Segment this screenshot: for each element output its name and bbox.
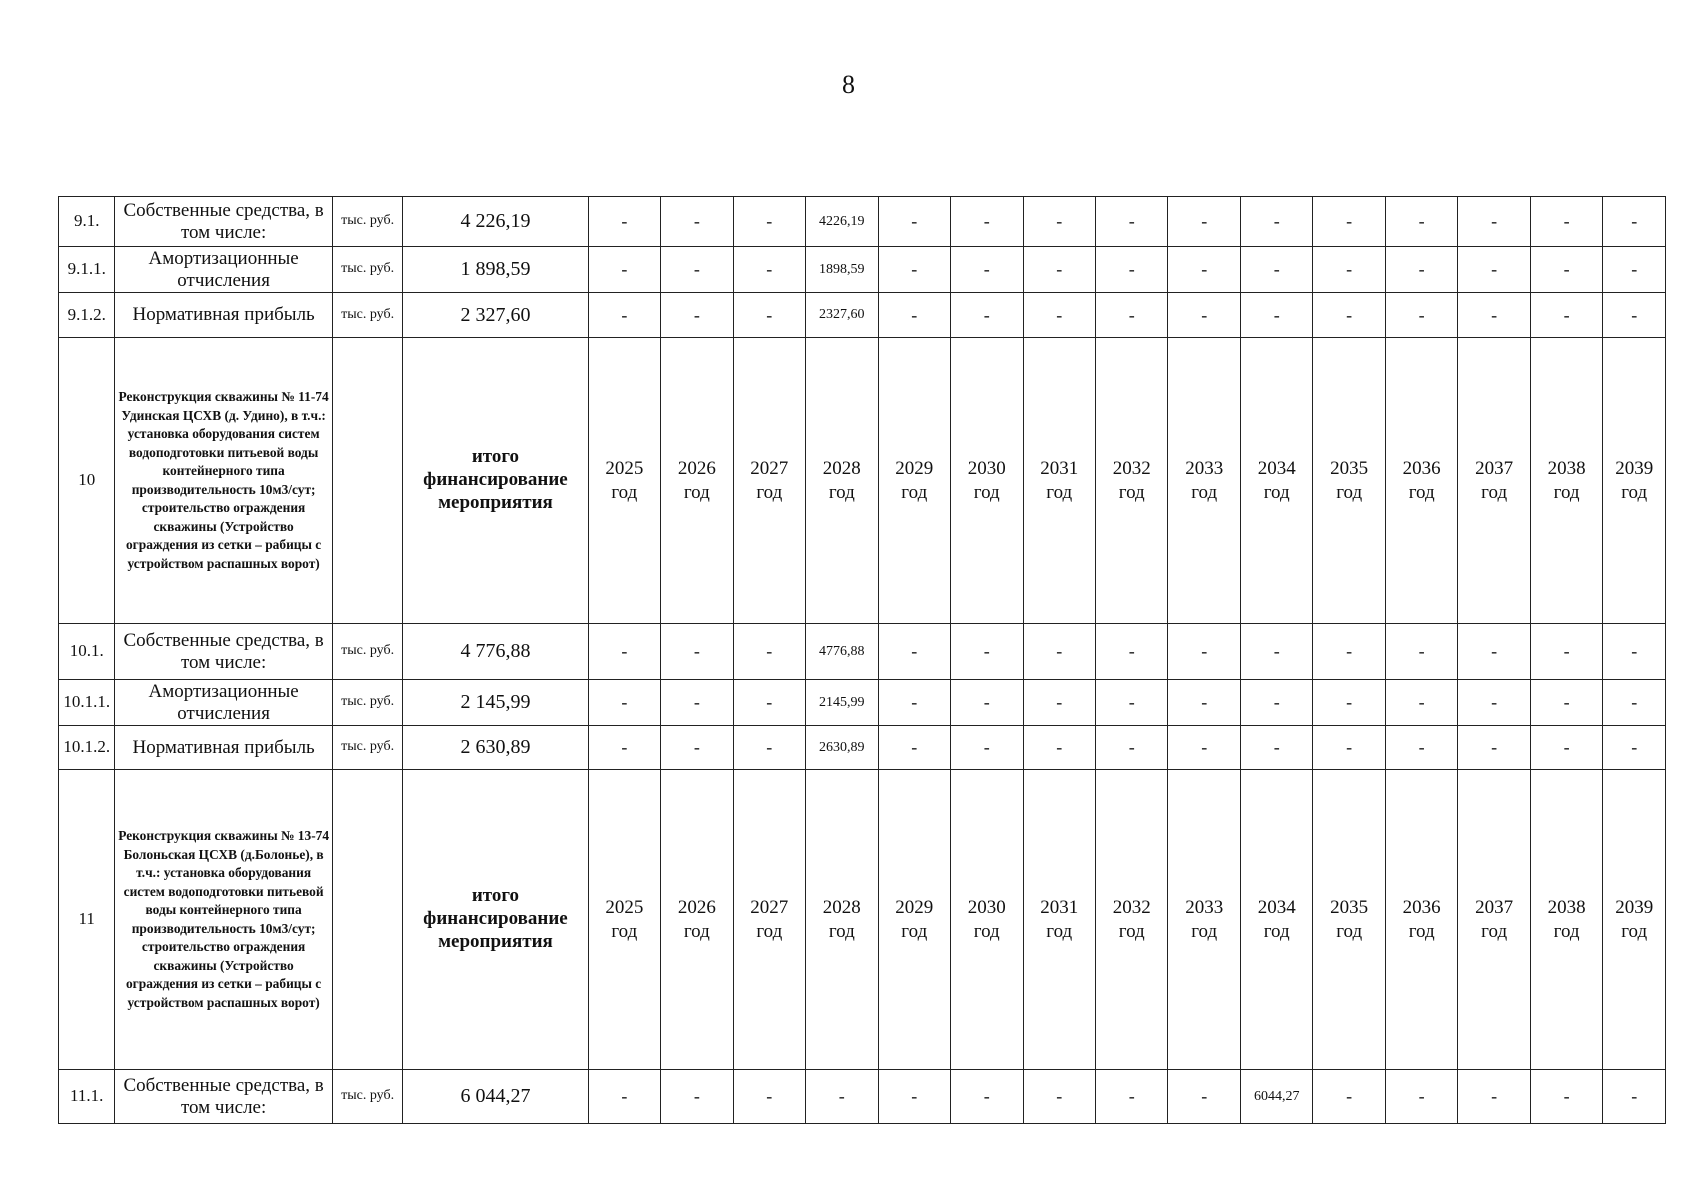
table-row — [59, 1070, 1666, 1124]
year-empty: - — [733, 247, 805, 293]
year-empty: - — [1458, 726, 1530, 770]
year-empty: - — [1168, 293, 1240, 338]
year-empty: - — [588, 1070, 660, 1124]
year-header: 2028 год — [806, 770, 878, 1070]
row-unit: тыс. руб. — [332, 726, 402, 770]
project-header-row — [59, 770, 1666, 1070]
year-empty: - — [1023, 726, 1095, 770]
year-header: 2032 год — [1095, 770, 1167, 1070]
year-header: 2031 год — [1023, 770, 1095, 1070]
row-unit: тыс. руб. — [332, 680, 402, 726]
table-row — [59, 624, 1666, 680]
year-empty: - — [661, 197, 733, 247]
row-unit: тыс. руб. — [332, 624, 402, 680]
year-header: 2036 год — [1385, 770, 1457, 1070]
year-empty: - — [1458, 293, 1530, 338]
year-empty: - — [951, 1070, 1023, 1124]
year-empty: - — [878, 726, 950, 770]
total-financing-label: итого финансирование мероприятия — [403, 338, 588, 624]
year-empty: - — [951, 197, 1023, 247]
row-total: 2 327,60 — [403, 293, 588, 338]
year-header: 2036 год — [1385, 338, 1457, 624]
year-header: 2035 год — [1313, 338, 1385, 624]
row-number: 9.1.2. — [59, 293, 115, 338]
project-description: Реконструкция скважины № 13-74 Болоньская ЦСХВ (д.Болонье), в т.ч.: установка оборудования систем водоподготовки питьевой воды контейнерного типа производительность 10м3/сут; строительство ограждения скважины (Устройство ограждения из сетки – рабицы с устройством распашных ворот) — [115, 770, 332, 1070]
year-empty: - — [1023, 680, 1095, 726]
row-name: Собственные средства, в том числе: — [115, 624, 332, 680]
row-number: 10.1.1. — [59, 680, 115, 726]
year-empty: - — [1603, 726, 1666, 770]
year-empty: - — [1603, 680, 1666, 726]
year-empty: - — [1603, 197, 1666, 247]
row-number: 10.1.2. — [59, 726, 115, 770]
year-empty: - — [733, 624, 805, 680]
year-empty: - — [1385, 197, 1457, 247]
year-header: 2027 год — [733, 770, 805, 1070]
year-header: 2029 год — [878, 338, 950, 624]
year-header: 2030 год — [951, 770, 1023, 1070]
page-number: 8 — [842, 70, 855, 99]
year-empty: - — [1313, 680, 1385, 726]
year-empty: - — [1023, 1070, 1095, 1124]
year-empty: - — [1168, 680, 1240, 726]
year-empty: - — [806, 1070, 878, 1124]
year-empty: - — [1095, 680, 1167, 726]
row-name: Собственные средства, в том числе: — [115, 197, 332, 247]
year-header: 2026 год — [661, 338, 733, 624]
year-header: 2028 год — [806, 338, 878, 624]
year-empty: - — [1603, 624, 1666, 680]
year-empty: - — [1385, 680, 1457, 726]
row-unit: тыс. руб. — [332, 197, 402, 247]
year-value: 2145,99 — [806, 680, 878, 726]
year-header: 2038 год — [1530, 338, 1602, 624]
year-header: 2025 год — [588, 770, 660, 1070]
financing-table — [58, 196, 1666, 1124]
table-row — [59, 680, 1666, 726]
year-empty: - — [1095, 1070, 1167, 1124]
year-value: 4226,19 — [806, 197, 878, 247]
total-financing-label: итого финансирование мероприятия — [403, 770, 588, 1070]
year-empty: - — [878, 197, 950, 247]
year-empty: - — [1603, 247, 1666, 293]
year-empty: - — [1313, 197, 1385, 247]
year-empty: - — [878, 293, 950, 338]
year-empty: - — [1240, 247, 1312, 293]
row-unit: тыс. руб. — [332, 1070, 402, 1124]
year-empty: - — [1095, 293, 1167, 338]
year-header: 2033 год — [1168, 770, 1240, 1070]
year-value: 2630,89 — [806, 726, 878, 770]
year-header: 2026 год — [661, 770, 733, 1070]
row-total: 6 044,27 — [403, 1070, 588, 1124]
row-unit: тыс. руб. — [332, 247, 402, 293]
year-header: 2031 год — [1023, 338, 1095, 624]
year-empty: - — [588, 726, 660, 770]
year-empty: - — [1385, 293, 1457, 338]
year-value: 1898,59 — [806, 247, 878, 293]
year-empty: - — [661, 1070, 733, 1124]
year-empty: - — [878, 680, 950, 726]
year-empty: - — [733, 680, 805, 726]
year-header: 2032 год — [1095, 338, 1167, 624]
project-number: 10 — [59, 338, 115, 624]
year-empty: - — [1168, 624, 1240, 680]
year-empty: - — [1458, 680, 1530, 726]
year-header: 2030 год — [951, 338, 1023, 624]
year-header: 2025 год — [588, 338, 660, 624]
year-empty: - — [1023, 293, 1095, 338]
year-empty: - — [951, 247, 1023, 293]
year-header: 2038 год — [1530, 770, 1602, 1070]
year-empty: - — [1095, 726, 1167, 770]
year-empty: - — [1458, 197, 1530, 247]
table-row — [59, 247, 1666, 293]
row-name: Нормативная прибыль — [115, 293, 332, 338]
year-header: 2034 год — [1240, 338, 1312, 624]
year-empty: - — [1313, 293, 1385, 338]
year-empty: - — [1095, 197, 1167, 247]
row-total: 2 630,89 — [403, 726, 588, 770]
year-empty: - — [1458, 1070, 1530, 1124]
year-empty: - — [1530, 293, 1602, 338]
year-header: 2039 год — [1603, 338, 1666, 624]
year-empty: - — [951, 680, 1023, 726]
project-header-row — [59, 338, 1666, 624]
year-empty: - — [1458, 624, 1530, 680]
year-empty: - — [1240, 293, 1312, 338]
row-name: Нормативная прибыль — [115, 726, 332, 770]
year-empty: - — [1603, 1070, 1666, 1124]
year-empty: - — [733, 726, 805, 770]
year-empty: - — [588, 197, 660, 247]
year-empty: - — [733, 197, 805, 247]
year-empty: - — [1168, 1070, 1240, 1124]
year-empty: - — [1385, 726, 1457, 770]
year-empty: - — [1603, 293, 1666, 338]
row-unit: тыс. руб. — [332, 293, 402, 338]
row-name: Амортизационные отчисления — [115, 247, 332, 293]
year-header: 2033 год — [1168, 338, 1240, 624]
year-empty: - — [1530, 680, 1602, 726]
year-empty: - — [1168, 197, 1240, 247]
year-header: 2037 год — [1458, 770, 1530, 1070]
year-empty: - — [1095, 247, 1167, 293]
year-empty: - — [951, 624, 1023, 680]
year-empty: - — [1023, 624, 1095, 680]
year-empty: - — [588, 247, 660, 293]
year-value: 2327,60 — [806, 293, 878, 338]
year-empty: - — [1530, 197, 1602, 247]
year-header: 2037 год — [1458, 338, 1530, 624]
year-value: 4776,88 — [806, 624, 878, 680]
year-empty: - — [1530, 247, 1602, 293]
year-empty: - — [878, 1070, 950, 1124]
row-number: 11.1. — [59, 1070, 115, 1124]
year-empty: - — [1313, 624, 1385, 680]
year-empty: - — [661, 293, 733, 338]
year-empty: - — [1385, 1070, 1457, 1124]
year-value: 6044,27 — [1240, 1070, 1312, 1124]
row-number: 10.1. — [59, 624, 115, 680]
year-empty: - — [661, 726, 733, 770]
table-row — [59, 197, 1666, 247]
year-empty: - — [1530, 624, 1602, 680]
year-empty: - — [1385, 624, 1457, 680]
row-name: Амортизационные отчисления — [115, 680, 332, 726]
project-unit-empty — [332, 770, 402, 1070]
year-empty: - — [733, 293, 805, 338]
year-empty: - — [878, 247, 950, 293]
year-empty: - — [733, 1070, 805, 1124]
project-unit-empty — [332, 338, 402, 624]
table-row — [59, 726, 1666, 770]
year-empty: - — [1240, 197, 1312, 247]
row-total: 2 145,99 — [403, 680, 588, 726]
year-header: 2029 год — [878, 770, 950, 1070]
row-total: 4 776,88 — [403, 624, 588, 680]
year-empty: - — [661, 624, 733, 680]
year-header: 2039 год — [1603, 770, 1666, 1070]
row-number: 9.1.1. — [59, 247, 115, 293]
year-empty: - — [661, 680, 733, 726]
year-empty: - — [1530, 1070, 1602, 1124]
project-description: Реконструкция скважины № 11-74 Удинская ЦСХВ (д. Удино), в т.ч.: установка оборудования систем водоподготовки питьевой воды контейнерного типа производительность 10м3/сут; строительство ограждения скважины (Устройство ограждения из сетки – рабицы с устройством распашных ворот) — [115, 338, 332, 624]
year-empty: - — [1530, 726, 1602, 770]
year-empty: - — [1095, 624, 1167, 680]
year-empty: - — [1313, 726, 1385, 770]
year-header: 2034 год — [1240, 770, 1312, 1070]
project-number: 11 — [59, 770, 115, 1070]
year-empty: - — [951, 726, 1023, 770]
year-empty: - — [588, 624, 660, 680]
year-empty: - — [1240, 680, 1312, 726]
row-total: 1 898,59 — [403, 247, 588, 293]
year-empty: - — [588, 293, 660, 338]
year-empty: - — [1240, 624, 1312, 680]
year-empty: - — [1023, 247, 1095, 293]
row-name: Собственные средства, в том числе: — [115, 1070, 332, 1124]
year-empty: - — [1313, 1070, 1385, 1124]
year-empty: - — [878, 624, 950, 680]
year-empty: - — [951, 293, 1023, 338]
year-empty: - — [1240, 726, 1312, 770]
year-header: 2035 год — [1313, 770, 1385, 1070]
year-empty: - — [1313, 247, 1385, 293]
year-empty: - — [1168, 726, 1240, 770]
row-number: 9.1. — [59, 197, 115, 247]
year-empty: - — [1458, 247, 1530, 293]
year-empty: - — [1023, 197, 1095, 247]
year-empty: - — [588, 680, 660, 726]
year-empty: - — [1385, 247, 1457, 293]
row-total: 4 226,19 — [403, 197, 588, 247]
year-empty: - — [661, 247, 733, 293]
year-empty: - — [1168, 247, 1240, 293]
year-header: 2027 год — [733, 338, 805, 624]
table-row — [59, 293, 1666, 338]
